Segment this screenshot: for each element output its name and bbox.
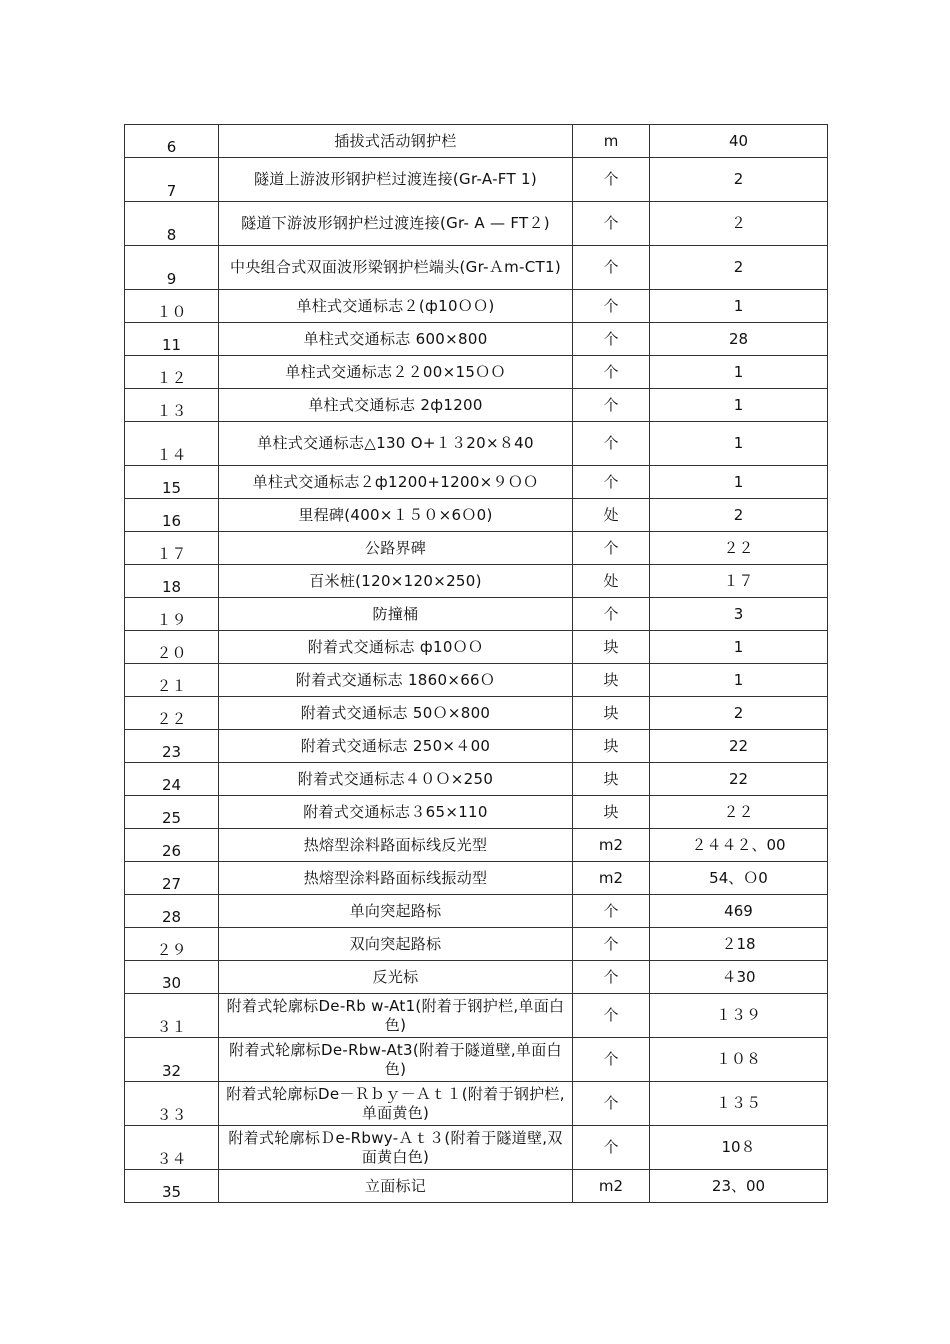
row-number-cell: 32 — [125, 1038, 219, 1082]
unit-cell: 个 — [573, 389, 650, 422]
row-number-cell: 35 — [125, 1170, 219, 1203]
table-row — [125, 290, 828, 323]
quantity-cell: 10８ — [650, 1126, 828, 1170]
unit-cell: 处 — [573, 565, 650, 598]
table-row — [125, 356, 828, 389]
table-row — [125, 796, 828, 829]
table-row — [125, 1038, 828, 1082]
row-number-cell: 11 — [125, 323, 219, 356]
item-name-cell: 防撞桶 — [219, 598, 573, 631]
unit-cell: m2 — [573, 829, 650, 862]
unit-cell: 块 — [573, 697, 650, 730]
item-name-cell: 插拔式活动钢护栏 — [219, 125, 573, 158]
table-row — [125, 466, 828, 499]
quantity-cell: 23、00 — [650, 1170, 828, 1203]
item-name-cell: 单柱式交通标志２２00×15ＯＯ — [219, 356, 573, 389]
quantity-cell: 3 — [650, 598, 828, 631]
row-number-cell: 18 — [125, 565, 219, 598]
unit-cell: 个 — [573, 202, 650, 246]
unit-cell: 个 — [573, 1126, 650, 1170]
unit-cell: 个 — [573, 422, 650, 466]
table-row — [125, 158, 828, 202]
item-name-cell: 附着式轮廓标De-Rbw-At3(附着于隧道壁,单面白色) — [219, 1038, 573, 1082]
item-name-cell: 单柱式交通标志２ф1200+1200×９ＯＯ — [219, 466, 573, 499]
quantity-cell: 1 — [650, 466, 828, 499]
item-name-cell: 单柱式交通标志 600×800 — [219, 323, 573, 356]
table-row — [125, 598, 828, 631]
row-number-cell: 24 — [125, 763, 219, 796]
item-name-cell: 附着式交通标志３65×110 — [219, 796, 573, 829]
quantity-cell: 1 — [650, 664, 828, 697]
quantity-cell: 1 — [650, 356, 828, 389]
quantity-cell: １０８ — [650, 1038, 828, 1082]
item-name-cell: 中央组合式双面波形梁钢护栏端头(Gr-Ａm-CT1) — [219, 246, 573, 290]
item-name-cell: 附着式交通标志 1860×66Ｏ — [219, 664, 573, 697]
unit-cell: m — [573, 125, 650, 158]
item-name-cell: 附着式交通标志 250×４00 — [219, 730, 573, 763]
table-row — [125, 246, 828, 290]
row-number-cell: 6 — [125, 125, 219, 158]
quantity-cell: 1 — [650, 290, 828, 323]
item-name-cell: 隧道上游波形钢护栏过渡连接(Gr-A-FT 1) — [219, 158, 573, 202]
item-name-cell: 附着式交通标志４０Ｏ×250 — [219, 763, 573, 796]
table-row — [125, 697, 828, 730]
table-row — [125, 422, 828, 466]
table-row — [125, 532, 828, 565]
table-body — [125, 125, 828, 1203]
row-number-cell: ２９ — [125, 928, 219, 961]
quantity-cell: ２２ — [650, 532, 828, 565]
table-row — [125, 1126, 828, 1170]
item-name-cell: 附着式交通标志 ф10ＯＯ — [219, 631, 573, 664]
item-name-cell: 单柱式交通标志 2ф1200 — [219, 389, 573, 422]
item-name-cell: 热熔型涂料路面标线振动型 — [219, 862, 573, 895]
row-number-cell: 9 — [125, 246, 219, 290]
row-number-cell: ２２ — [125, 697, 219, 730]
table-row — [125, 961, 828, 994]
row-number-cell: ２０ — [125, 631, 219, 664]
table-row — [125, 202, 828, 246]
row-number-cell: ３４ — [125, 1126, 219, 1170]
row-number-cell: 8 — [125, 202, 219, 246]
row-number-cell: ３１ — [125, 994, 219, 1038]
quantity-cell: １３５ — [650, 1082, 828, 1126]
table-row — [125, 1170, 828, 1203]
unit-cell: 个 — [573, 928, 650, 961]
item-name-cell: 里程碑(400×１５０×6Ｏ0) — [219, 499, 573, 532]
quantity-cell: 22 — [650, 730, 828, 763]
quantity-cell: ２２ — [650, 796, 828, 829]
item-name-cell: 公路界碑 — [219, 532, 573, 565]
quantity-cell: 1 — [650, 389, 828, 422]
quantity-cell: 28 — [650, 323, 828, 356]
row-number-cell: １７ — [125, 532, 219, 565]
quantity-cell: 1 — [650, 422, 828, 466]
unit-cell: 个 — [573, 158, 650, 202]
item-name-cell: 单向突起路标 — [219, 895, 573, 928]
row-number-cell: 23 — [125, 730, 219, 763]
table-row — [125, 763, 828, 796]
row-number-cell: 7 — [125, 158, 219, 202]
quantity-cell: ２18 — [650, 928, 828, 961]
unit-cell: 个 — [573, 290, 650, 323]
quantity-cell: 1 — [650, 631, 828, 664]
unit-cell: 处 — [573, 499, 650, 532]
unit-cell: 块 — [573, 631, 650, 664]
row-number-cell: １２ — [125, 356, 219, 389]
quantity-table — [124, 124, 828, 1203]
quantity-cell: 2 — [650, 697, 828, 730]
unit-cell: 个 — [573, 532, 650, 565]
unit-cell: 个 — [573, 895, 650, 928]
table-row — [125, 928, 828, 961]
item-name-cell: 隧道下游波形钢护栏过渡连接(Gr- A — FT２) — [219, 202, 573, 246]
table-row — [125, 862, 828, 895]
quantity-cell: ４30 — [650, 961, 828, 994]
item-name-cell: 附着式交通标志 50Ｏ×800 — [219, 697, 573, 730]
quantity-cell: 2 — [650, 499, 828, 532]
unit-cell: 个 — [573, 356, 650, 389]
item-name-cell: 单柱式交通标志△130 O+１３20×８40 — [219, 422, 573, 466]
item-name-cell: 附着式轮廓标De－Ｒｂｙ－Ａｔ１(附着于钢护栏,单面黄色) — [219, 1082, 573, 1126]
quantity-cell: 469 — [650, 895, 828, 928]
row-number-cell: 28 — [125, 895, 219, 928]
row-number-cell: １０ — [125, 290, 219, 323]
unit-cell: 个 — [573, 961, 650, 994]
row-number-cell: 25 — [125, 796, 219, 829]
quantity-cell: １３９ — [650, 994, 828, 1038]
unit-cell: m2 — [573, 1170, 650, 1203]
table-row — [125, 664, 828, 697]
unit-cell: 块 — [573, 664, 650, 697]
item-name-cell: 百米桩(120×120×250) — [219, 565, 573, 598]
unit-cell: 个 — [573, 994, 650, 1038]
item-name-cell: 双向突起路标 — [219, 928, 573, 961]
quantity-cell: １７ — [650, 565, 828, 598]
table-row — [125, 895, 828, 928]
row-number-cell: 26 — [125, 829, 219, 862]
quantity-cell: ２４４２、00 — [650, 829, 828, 862]
unit-cell: 块 — [573, 730, 650, 763]
item-name-cell: 热熔型涂料路面标线反光型 — [219, 829, 573, 862]
item-name-cell: 反光标 — [219, 961, 573, 994]
quantity-cell: 22 — [650, 763, 828, 796]
quantity-cell: 54、Ｏ0 — [650, 862, 828, 895]
table-row — [125, 565, 828, 598]
unit-cell: 个 — [573, 466, 650, 499]
row-number-cell: ３３ — [125, 1082, 219, 1126]
table-row — [125, 1082, 828, 1126]
row-number-cell: 30 — [125, 961, 219, 994]
item-name-cell: 单柱式交通标志２(ф10ＯＯ) — [219, 290, 573, 323]
row-number-cell: 15 — [125, 466, 219, 499]
item-name-cell: 附着式轮廓标De-Rb w-At1(附着于钢护栏,单面白色) — [219, 994, 573, 1038]
unit-cell: 块 — [573, 796, 650, 829]
row-number-cell: 27 — [125, 862, 219, 895]
quantity-cell: 40 — [650, 125, 828, 158]
table-row — [125, 389, 828, 422]
unit-cell: 个 — [573, 598, 650, 631]
row-number-cell: １９ — [125, 598, 219, 631]
row-number-cell: 16 — [125, 499, 219, 532]
table-row — [125, 994, 828, 1038]
quantity-cell: 2 — [650, 158, 828, 202]
row-number-cell: １４ — [125, 422, 219, 466]
unit-cell: 个 — [573, 1038, 650, 1082]
table-row — [125, 323, 828, 356]
unit-cell: m2 — [573, 862, 650, 895]
table-row — [125, 829, 828, 862]
unit-cell: 个 — [573, 246, 650, 290]
table-row — [125, 631, 828, 664]
unit-cell: 个 — [573, 1082, 650, 1126]
table-row — [125, 730, 828, 763]
unit-cell: 块 — [573, 763, 650, 796]
item-name-cell: 立面标记 — [219, 1170, 573, 1203]
quantity-cell: ２ — [650, 202, 828, 246]
item-name-cell: 附着式轮廓标Ｄe-Rbwy-Ａｔ３(附着于隧道壁,双面黄白色) — [219, 1126, 573, 1170]
table-row — [125, 125, 828, 158]
quantity-cell: 2 — [650, 246, 828, 290]
table-row — [125, 499, 828, 532]
unit-cell: 个 — [573, 323, 650, 356]
row-number-cell: ２１ — [125, 664, 219, 697]
row-number-cell: １３ — [125, 389, 219, 422]
